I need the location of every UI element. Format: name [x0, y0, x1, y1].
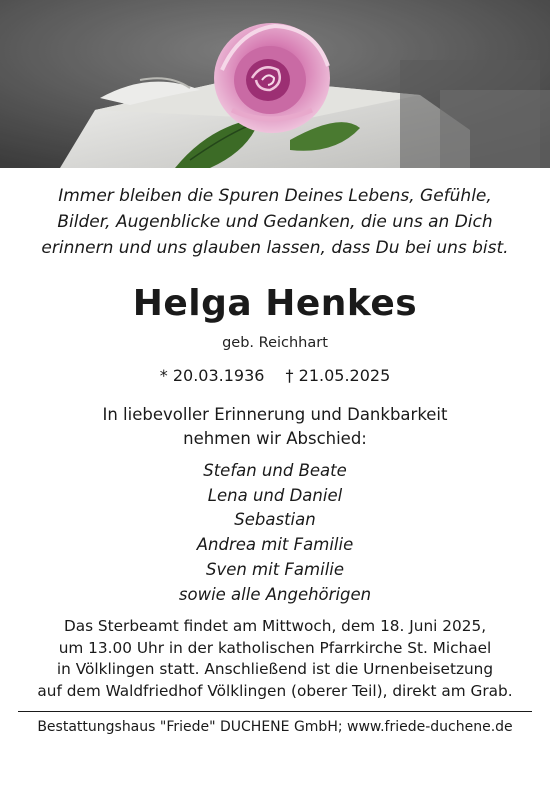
mourner-item: Lena und Daniel	[207, 485, 343, 505]
funeral-home-footer: Bestattungshaus "Friede" DUCHENE GmbH; www.friede-duchene.de	[37, 719, 513, 736]
service-line: auf dem Waldfriedhof Völklingen (oberer Teil), direkt am Grab.	[37, 681, 513, 700]
intro-line: In liebevoller Erinnerung und Dankbarkeit	[102, 405, 448, 424]
poem-line: Bilder, Augenblicke und Gedanken, die uns an Dich	[57, 212, 493, 232]
funeral-service-info	[0, 616, 550, 702]
service-line: Das Sterbeamt findet am Mittwoch, dem 18. Juni 2025,	[63, 617, 487, 636]
life-dates	[0, 365, 550, 387]
header-photo-rose	[0, 0, 550, 168]
rose-on-book-image	[0, 0, 550, 168]
mourners-list	[0, 459, 550, 607]
deceased-name: Helga Henkes	[132, 283, 418, 324]
poem-line: erinnern und uns glauben lassen, dass Du bei uns bist.	[41, 238, 509, 258]
poem-line: Immer bleiben die Spuren Deines Lebens, Gefühle,	[58, 186, 492, 206]
farewell-intro	[0, 403, 550, 451]
obituary-text	[0, 183, 550, 737]
birth-date: * 20.03.1936	[159, 366, 265, 385]
intro-line: nehmen wir Abschied:	[183, 429, 367, 448]
birth-name: geb. Reichhart	[222, 335, 328, 351]
death-date: † 21.05.2025	[285, 366, 391, 385]
memorial-poem	[0, 183, 550, 261]
mourner-item: Sven mit Familie	[205, 559, 345, 579]
mourner-item: Stefan und Beate	[203, 461, 347, 480]
mourner-item: sowie alle Angehörigen	[178, 584, 372, 604]
service-line: um 13.00 Uhr in der katholischen Pfarrkirche St. Michael	[58, 638, 492, 657]
service-line: in Völklingen statt. Anschließend ist die Urnenbeisetzung	[56, 660, 494, 679]
mourner-item: Sebastian	[234, 510, 316, 530]
footer-divider	[18, 711, 532, 712]
mourner-item: Andrea mit Familie	[196, 535, 354, 555]
